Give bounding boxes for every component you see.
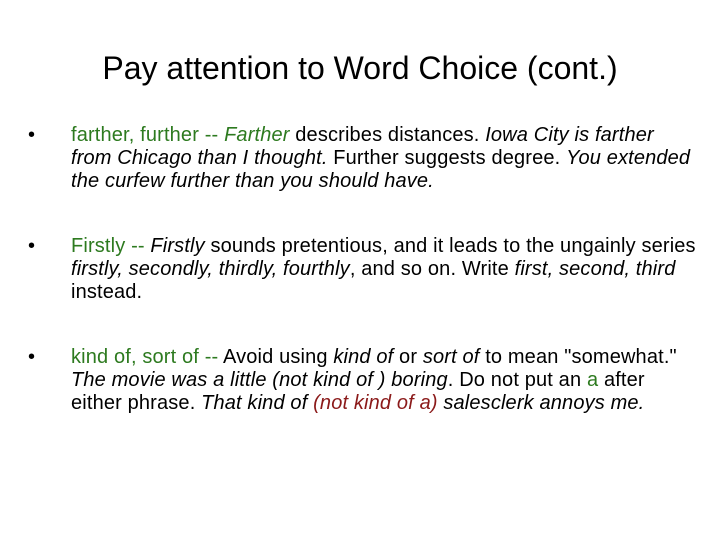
body-text: after either phrase. bbox=[71, 369, 645, 414]
bullet-farther-further bbox=[28, 124, 698, 193]
example-text: kind of bbox=[333, 346, 394, 368]
term-label: kind of, sort of -- bbox=[71, 346, 223, 368]
bullet-dot-icon: • bbox=[28, 124, 36, 146]
example-text: Iowa City is farther from Chicago than I thought. bbox=[71, 124, 654, 169]
slide-title: Pay attention to Word Choice (cont.) bbox=[102, 50, 618, 86]
correction-highlight: (not kind of a) bbox=[313, 392, 438, 414]
term-italic-text: Farther bbox=[224, 124, 290, 146]
example-text: That kind of bbox=[201, 392, 314, 414]
example-text: Firstly bbox=[150, 235, 205, 257]
bullet-dot-icon: • bbox=[28, 346, 36, 368]
term-label: farther, further -- bbox=[71, 124, 225, 146]
example-text: first, second, third bbox=[514, 258, 676, 280]
bullet-kind-of-sort-of bbox=[28, 346, 698, 415]
body-text: Avoid using bbox=[222, 346, 334, 368]
body-text: or bbox=[393, 346, 423, 368]
bullet-dot-icon: • bbox=[28, 235, 36, 257]
bullet-firstly bbox=[28, 235, 698, 304]
article-highlight: a bbox=[586, 369, 599, 391]
example-text: salesclerk annoys me. bbox=[437, 392, 645, 414]
body-text: Further suggests degree. bbox=[327, 147, 567, 169]
example-text: sort of bbox=[422, 346, 480, 368]
bullet-list bbox=[28, 124, 698, 415]
example-text: firstly, secondly, thirdly, fourthly bbox=[71, 258, 350, 280]
example-text: You extended the curfew further than you should have. bbox=[71, 147, 691, 192]
body-text: describes distances. bbox=[289, 124, 486, 146]
body-text: sounds pretentious, and it leads to the ungainly series bbox=[204, 235, 696, 257]
term-label: Firstly -- bbox=[71, 235, 151, 257]
body-text: instead. bbox=[71, 281, 143, 303]
example-text: The movie was a little (not kind of ) boring bbox=[71, 369, 448, 391]
body-text: to mean "somewhat." bbox=[479, 346, 677, 368]
body-text: , and so on. Write bbox=[349, 258, 515, 280]
body-text: . Do not put an bbox=[447, 369, 587, 391]
